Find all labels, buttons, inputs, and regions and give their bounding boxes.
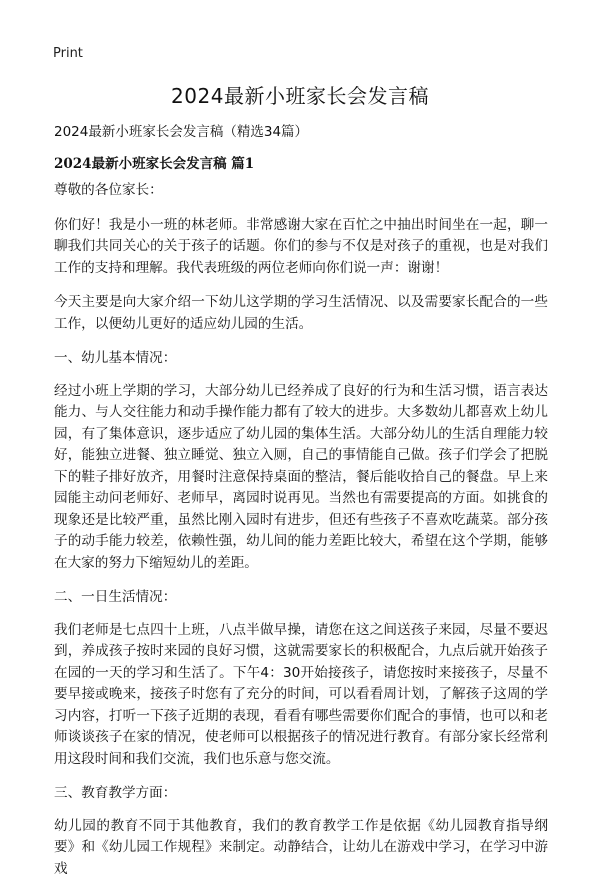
body-paragraph: 今天主要是向大家介绍一下幼儿这学期的学习生活情况、以及需要家长配合的一些工作，以便幼儿更好的适应幼儿园的生活。 — [54, 294, 548, 332]
article-heading: 2024最新小班家长会发言稿 篇1 — [54, 156, 255, 172]
document-subtitle: 2024最新小班家长会发言稿（精选34篇） — [54, 124, 309, 140]
section-heading: 二、一日生活情况： — [54, 589, 177, 605]
body-paragraph: 幼儿园的教育不同于其他教育，我们的教育教学工作是依据《幼儿园教育指导纲要》和《幼儿园工作规程》来制定。动静结合，让幼儿在游戏中学习，在学习中游戏 — [54, 817, 548, 877]
section-heading: 一、幼儿基本情况： — [54, 350, 177, 366]
document-title: 2024最新小班家长会发言稿 — [171, 84, 429, 108]
print-link[interactable]: Print — [53, 46, 83, 61]
body-paragraph: 你们好！我是小一班的林老师。非常感谢大家在百忙之中抽出时间坐在一起，聊一聊我们共同关心的关于孩子的话题。你们的参与不仅是对孩子的重视，也是对我们工作的支持和理解。我代表班级的两位老师向你们说一声：谢谢！ — [54, 216, 548, 276]
body-paragraph: 我们老师是七点四十上班，八点半做早操，请您在这之间送孩子来园，尽量不要迟到，养成孩子按时来园的良好习惯，这就需要家长的积极配合，九点后就开始孩子在园的一天的学习和生活了。下午4：30开始接孩子，请您按时来接孩子，尽量不要早接或晚来，接孩子时您有了充分的时间，可以看看周计划，了解孩子这周的学习内容，打听一下孩子近期的表现，看看有哪些需要你们配合的事情，也可以和老师谈谈孩子在家的情况，使老师可以根据孩子的情况进行教育。有部分家长经常利用这段时间和我们交流，我们也乐意与您交流。 — [54, 621, 548, 767]
salutation: 尊敬的各位家长： — [54, 182, 163, 198]
section-heading: 三、教育教学方面： — [54, 785, 177, 801]
body-paragraph: 经过小班上学期的学习，大部分幼儿已经养成了良好的行为和生活习惯，语言表达能力、与人交往能力和动手操作能力都有了较大的进步。大多数幼儿都喜欢上幼儿园，有了集体意识，逐步适应了幼儿园的集体生活。大部分幼儿的生活自理能力较好，能独立进餐、独立睡觉、独立入厕，自己的事情能自己做。孩子们学会了把脱下的鞋子排好放齐，用餐时注意保持桌面的整洁，餐后能收拾自己的餐盘。早上来园能主动问老师好、老师早，离园时说再见。当然也有需要提高的方面。如挑食的现象还是比较严重，虽然比刚入园时有进步，但还有些孩子不喜欢吃蔬菜。部分孩子的动手能力较差，依赖性强，幼儿间的能力差距比较大，希望在这个学期，能够在大家的努力下缩短幼儿的差距。 — [54, 382, 548, 571]
article-body — [54, 180, 548, 893]
